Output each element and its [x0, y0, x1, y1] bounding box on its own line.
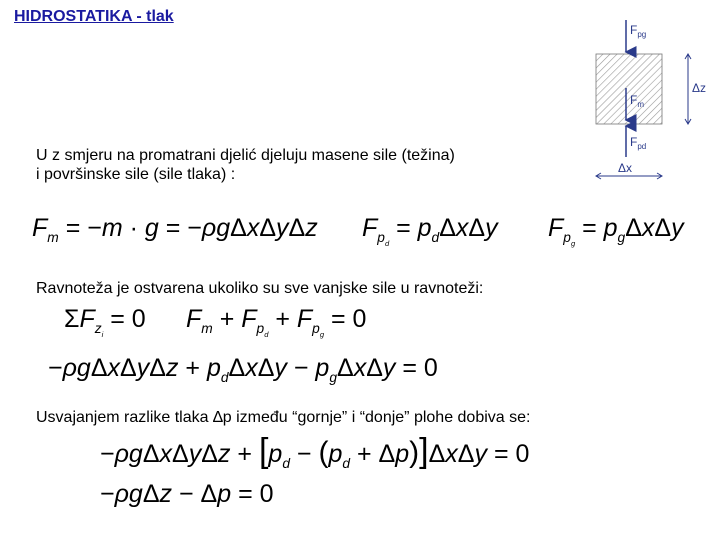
intro-line-1: U z smjeru na promatrani djelić djeluju masene sile (težina): [36, 147, 455, 164]
intro-text: [36, 146, 455, 184]
equation-mass-force: $F_m = -m \cdot g = -\rho g\Delta x\Delta y\Delta z$: [32, 214, 318, 245]
equation-expanded-balance: $-\rho g\Delta x\Delta y\Delta z + p_d\Delta x\Delta y - p_g\Delta x\Delta y = 0$: [48, 354, 438, 385]
label-fpg: $F_{pg}$: [630, 23, 647, 39]
equilibrium-text: Ravnoteža je ostvarena ukoliko su sve vanjske sile u ravnoteži:: [36, 280, 484, 297]
fluid-element-diagram: [588, 12, 714, 184]
difference-text: Usvajanjem razlike tlaka ∆p između “gornje” i “donje” plohe dobiva se:: [36, 409, 531, 426]
hatched-fluid-element: [596, 54, 662, 124]
equation-force-balance: $F_m + F_{p_d} + F_{p_g} = 0$: [186, 305, 367, 339]
intro-line-2: i površinske sile (sile tlaka) :: [36, 166, 236, 183]
page-title: HIDROSTATIKA - tlak: [14, 8, 174, 25]
equation-pressure-force-lower: $F_{p_d} = p_d\Delta x\Delta y$: [362, 214, 498, 248]
equation-substituted: $-\rho g\Delta x\Delta y\Delta z + [p_d - (p_d + \Delta p)]\Delta x\Delta y = 0$: [100, 432, 530, 471]
label-fpd: $F_{pd}$: [630, 135, 647, 151]
equation-result: −ρgΔz − Δp = 0: [100, 480, 274, 508]
label-dx: Δx: [618, 161, 633, 175]
label-fm: $F_m$: [630, 93, 645, 109]
equation-pressure-force-upper: $F_{p_g} = p_g\Delta x\Delta y$: [548, 214, 684, 248]
label-dz: Δz: [692, 81, 707, 95]
equation-sum-forces: $\Sigma F_{z_i} = 0$: [64, 305, 146, 339]
